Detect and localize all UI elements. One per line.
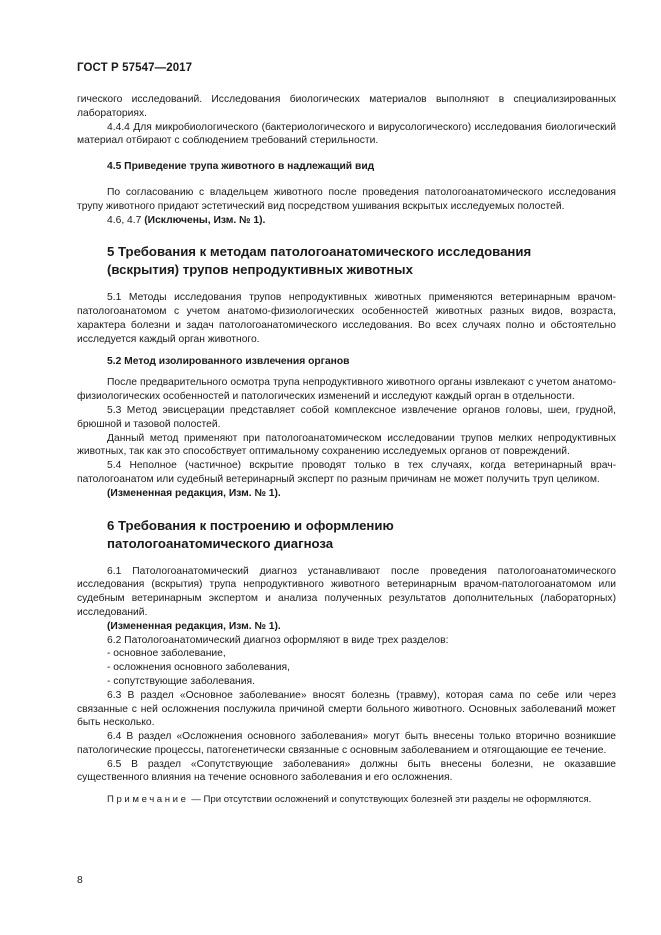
amendment-note-5-4: (Измененная редакция, Изм. № 1).: [107, 487, 281, 499]
section-heading-5: [77, 243, 616, 279]
paragraph-6-5: 6.5 В раздел «Сопутствующие заболевания» должны быть внесены болезни, не оказавшие существенного влияния на течение основного заболевания и его осложнения.: [77, 758, 616, 784]
note: [77, 793, 616, 807]
paragraph-6-2: 6.2 Патологоанатомический диагноз оформляют в виде трех разделов:: [107, 634, 449, 646]
paragraph-5-1: 5.1 Методы исследования трупов непродуктивных животных применяются ветеринарным врачом-патологоанатомом с учетом анатомо-физиологических особенностей животных разных видов, возраста, характера болезни и задач патологоанатомического исследования. Во всех случаях полно и обстоятельно исследуется каждый орган животного.: [77, 292, 616, 345]
section-heading-6-line-2: патологоанатомического диагноза: [107, 535, 334, 551]
paragraph-6-3: 6.3 В раздел «Основное заболевание» вносят болезнь (травму), которая сама по себе или через связанные с ней осложнения послужила причиной смерти больного животного. Основных заболеваний может быть несколько.: [77, 689, 616, 729]
note-label: Примечание: [107, 794, 189, 806]
paragraph-5-2: После предварительного осмотра трупа непродуктивного животного органы извлекают с учетом анатомо-физиологических особенностей и патологических изменений и исследуют каждый орган в отдельности.: [77, 377, 616, 403]
paragraph-5-3: 5.3 Метод эвисцерации представляет собой комплексное извлечение органов головы, шеи, грудной, брюшной и тазовой полостей.: [77, 404, 616, 430]
clause-numbers: 4.6, 4.7: [107, 214, 142, 226]
document-header: ГОСТ Р 57547—2017: [77, 62, 193, 74]
paragraph-4-5: По согласованию с владельцем животного после проведения патологоанатомического исследования трупу животного придают эстетический вид посредством ушивания вскрытых исследуемых полостей.: [77, 186, 616, 212]
paragraph-6-4: 6.4 В раздел «Осложнения основного заболевания» могут быть внесены только вторично возникшие патологические процессы, патогенетически связанные с основным заболеванием и отягощающие ее течение.: [77, 731, 616, 756]
document-body: [77, 93, 616, 807]
paragraph-5-4: 5.4 Неполное (частичное) вскрытие проводят только в тех случаях, когда ветеринарный врач-патологоанатом или судебный ветеринарный эксперт по разным причинам не может получить труп целиком.: [77, 460, 616, 485]
paragraph-6-1: 6.1 Патологоанатомический диагноз устанавливают после проведения патологоанатомического исследования (вскрытия) трупа непродуктивного животного ветеринарным врачом-патологоанатомом или судебным ветеринарным экспертом и анализа полученных результатов дополнительных (лабораторных) исследований.: [77, 565, 616, 618]
section-heading-6-line-1: 6 Требования к построению и оформлению: [107, 517, 394, 533]
note-text: — При отсутствии осложнений и сопутствующих болезней эти разделы не оформляются.: [191, 794, 592, 806]
subsection-heading-5-2: 5.2 Метод изолированного извлечения органов: [107, 355, 350, 367]
section-heading-5-line-2: (вскрытия) трупов непродуктивных животных: [107, 262, 413, 278]
paragraph-continuation: гического исследований. Исследования биологических материалов выполняют в специализированных лабораториях.: [77, 94, 616, 119]
paragraph-5-3-continued: Данный метод применяют при патологоанатомическом исследовании трупов мелких непродуктивных животных, так как это способствует оптимальному сохранению исследуемых органов от повреждений.: [77, 432, 616, 458]
paragraph-4-6-4-7: [77, 214, 616, 228]
section-heading-6: [77, 517, 616, 553]
subsection-heading-4-5: 4.5 Приведение трупа животного в надлежащий вид: [107, 161, 375, 173]
paragraph-4-4-4: 4.4.4 Для микробиологического (бактериологического и вирусологического) исследования биологический материал отбирают с соблюдением требований стерильности.: [77, 121, 616, 147]
excluded-note: (Исключены, Изм. № 1).: [144, 214, 266, 226]
list-item: - сопутствующие заболевания.: [107, 675, 255, 687]
section-heading-5-line-1: 5 Требования к методам патологоанатомического исследования: [107, 244, 532, 260]
list-item: - основное заболевание,: [107, 648, 226, 660]
amendment-note-6-1: (Измененная редакция, Изм. № 1).: [107, 620, 281, 632]
page-number: 8: [77, 875, 83, 886]
list-item: - осложнения основного заболевания,: [107, 662, 290, 674]
